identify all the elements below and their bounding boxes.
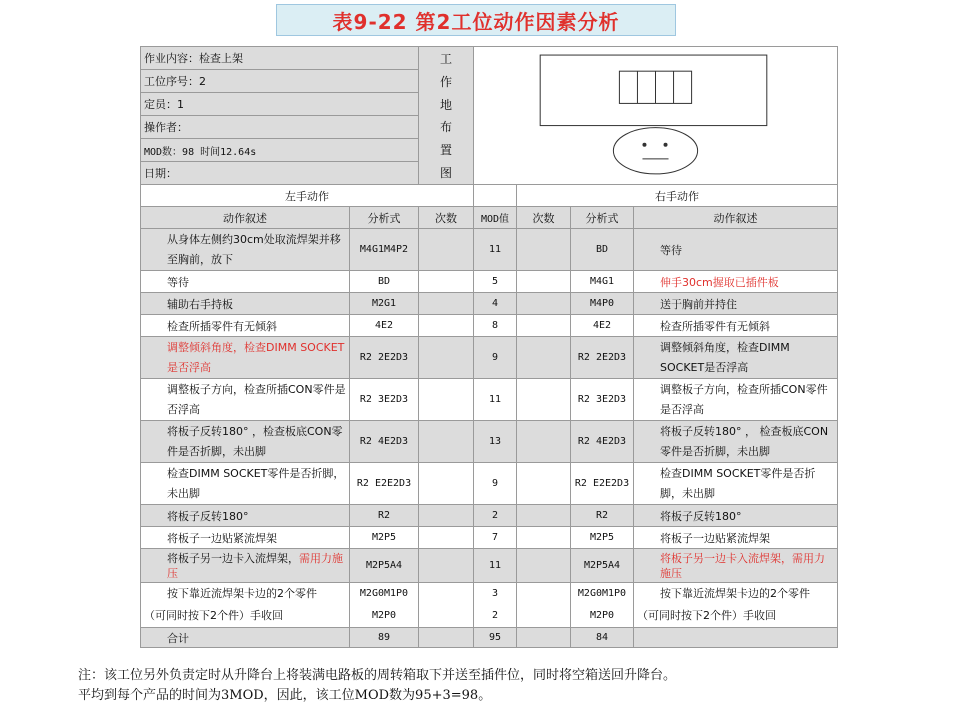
table-row <box>141 505 838 527</box>
right-desc: 调整倾斜角度，检查DIMM SOCKET是否浮高 <box>634 337 838 379</box>
right-code: M4G1 <box>571 271 634 293</box>
left-desc: 等待 <box>141 271 350 293</box>
layout-label-char: 地 <box>439 97 452 112</box>
left-hand-header: 左手动作 <box>141 185 474 207</box>
table-row <box>141 337 838 379</box>
left-desc: 从身体左侧约30cm处取流焊架并移至胸前，放下 <box>141 229 350 271</box>
right-desc: 将板子反转180° ， 检查板底CON零件是否折脚，未出脚 <box>634 421 838 463</box>
right-desc: 伸手30cm握取已插件板 <box>634 271 838 293</box>
left-desc <box>141 549 350 583</box>
table-row <box>141 271 838 293</box>
left-code: M2G1 <box>350 293 419 315</box>
left-code: R2 E2E2D3 <box>350 463 419 505</box>
left-code-line: M2G0M1P0 <box>359 588 409 599</box>
motion-analysis-table <box>140 46 838 648</box>
operator: 操作者： <box>141 116 419 139</box>
left-code: 4E2 <box>350 315 419 337</box>
layout-label-char: 布 <box>439 120 452 135</box>
left-desc: 辅助右手持板 <box>141 293 350 315</box>
right-code-line: M2G0M1P0 <box>577 588 627 599</box>
right-desc: 等待 <box>634 229 838 271</box>
mod-value-line: 2 <box>491 610 499 621</box>
left-desc-emphasis: 需用力施压 <box>167 551 343 580</box>
mod-value <box>474 583 517 628</box>
right-code: R2 3E2D3 <box>571 379 634 421</box>
right-code: M2P5A4 <box>571 549 634 583</box>
col-header: 次数 <box>419 207 474 229</box>
left-desc: 将板子一边贴紧流焊架 <box>141 527 350 549</box>
right-hand-header: 右手动作 <box>517 185 838 207</box>
col-header: 分析式 <box>571 207 634 229</box>
layout-label-char: 置 <box>439 142 452 157</box>
col-header: 动作叙述 <box>141 207 350 229</box>
mod-value: 11 <box>474 379 517 421</box>
right-desc-line: 按下靠近流焊架卡边的2个零件 <box>660 587 810 600</box>
mod-value: 5 <box>474 271 517 293</box>
staff-count: 定员：1 <box>141 93 419 116</box>
right-code: M4P0 <box>571 293 634 315</box>
total-right: 84 <box>571 628 634 648</box>
workplace-layout-diagram <box>474 47 838 185</box>
right-desc: 送于胸前并持住 <box>634 293 838 315</box>
page-title: 表9-22 第2工位动作因素分析 <box>276 4 676 36</box>
right-code: R2 <box>571 505 634 527</box>
col-header: 次数 <box>517 207 571 229</box>
mod-time: MOD数：98 时间12.64s <box>141 139 419 162</box>
station-no: 工位序号：2 <box>141 70 419 93</box>
left-code-line: M2P0 <box>371 610 397 621</box>
right-desc: 将板子一边贴紧流焊架 <box>634 527 838 549</box>
total-left: 89 <box>350 628 419 648</box>
layout-label-char: 图 <box>439 165 452 180</box>
right-code: R2 E2E2D3 <box>571 463 634 505</box>
left-desc-part: 将板子另一边卡入流焊架， <box>167 551 299 565</box>
right-code <box>571 583 634 628</box>
mod-value: 13 <box>474 421 517 463</box>
left-desc: 调整倾斜角度，检查DIMM SOCKET是否浮高 <box>141 337 350 379</box>
right-desc-line: （可同时按下2个件）手收回 <box>637 609 776 622</box>
right-code: 4E2 <box>571 315 634 337</box>
total-label: 合计 <box>141 628 350 648</box>
date: 日期： <box>141 162 419 185</box>
footnote-line: 平均到每个产品的时间为3MOD，因此，该工位MOD数为95+3=98。 <box>78 688 492 703</box>
mod-value: 9 <box>474 463 517 505</box>
left-desc <box>141 583 350 628</box>
right-code: M2P5 <box>571 527 634 549</box>
right-code-line: M2P0 <box>589 610 615 621</box>
mod-value: 11 <box>474 549 517 583</box>
left-code: R2 3E2D3 <box>350 379 419 421</box>
table-row <box>141 583 838 628</box>
table-row <box>141 379 838 421</box>
left-code: M2P5A4 <box>350 549 419 583</box>
footnote-line: 注：该工位另外负责定时从升降台上将装满电路板的周转箱取下并送至插件位，同时将空箱送回升降台。 <box>78 668 677 683</box>
right-desc: 将板子反转180° <box>634 505 838 527</box>
table-row <box>141 463 838 505</box>
mod-value: 11 <box>474 229 517 271</box>
left-code: BD <box>350 271 419 293</box>
right-desc: 将板子另一边卡入流焊架，需用力施压 <box>634 549 838 583</box>
left-code: R2 2E2D3 <box>350 337 419 379</box>
left-code <box>350 583 419 628</box>
left-desc-line: （可同时按下2个件）手收回 <box>144 609 283 622</box>
table-row <box>141 293 838 315</box>
col-header: 分析式 <box>350 207 419 229</box>
job-content: 作业内容：检查上架 <box>141 47 419 70</box>
mod-value: 2 <box>474 505 517 527</box>
table-row <box>141 421 838 463</box>
table-row <box>141 315 838 337</box>
right-code: R2 4E2D3 <box>571 421 634 463</box>
layout-label-char: 作 <box>439 74 452 89</box>
layout-label-char: 工 <box>439 52 452 67</box>
left-desc: 将板子反转180° <box>141 505 350 527</box>
left-desc-line: 按下靠近流焊架卡边的2个零件 <box>167 587 317 600</box>
left-code: R2 4E2D3 <box>350 421 419 463</box>
right-desc: 检查DIMM SOCKET零件是否折脚，未出脚 <box>634 463 838 505</box>
mod-value: 4 <box>474 293 517 315</box>
left-desc: 检查所插零件有无倾斜 <box>141 315 350 337</box>
mod-value-line: 3 <box>491 588 499 599</box>
left-desc: 检查DIMM SOCKET零件是否折脚，未出脚 <box>141 463 350 505</box>
left-code: M4G1M4P2 <box>350 229 419 271</box>
total-row <box>141 628 838 648</box>
right-code: BD <box>571 229 634 271</box>
mod-value: 9 <box>474 337 517 379</box>
right-desc <box>634 583 838 628</box>
table-row <box>141 229 838 271</box>
mod-value: 8 <box>474 315 517 337</box>
left-desc: 将板子反转180° ，检查板底CON零件是否折脚，未出脚 <box>141 421 350 463</box>
table-row <box>141 527 838 549</box>
col-header: 动作叙述 <box>634 207 838 229</box>
footnote <box>78 666 948 706</box>
left-code: R2 <box>350 505 419 527</box>
left-code: M2P5 <box>350 527 419 549</box>
mod-value: 7 <box>474 527 517 549</box>
right-code: R2 2E2D3 <box>571 337 634 379</box>
table-row <box>141 549 838 583</box>
right-desc: 检查所插零件有无倾斜 <box>634 315 838 337</box>
total-mod: 95 <box>474 628 517 648</box>
right-desc: 调整板子方向，检查所插CON零件是否浮高 <box>634 379 838 421</box>
col-header: MOD值 <box>474 207 517 229</box>
left-desc: 调整板子方向，检查所插CON零件是否浮高 <box>141 379 350 421</box>
